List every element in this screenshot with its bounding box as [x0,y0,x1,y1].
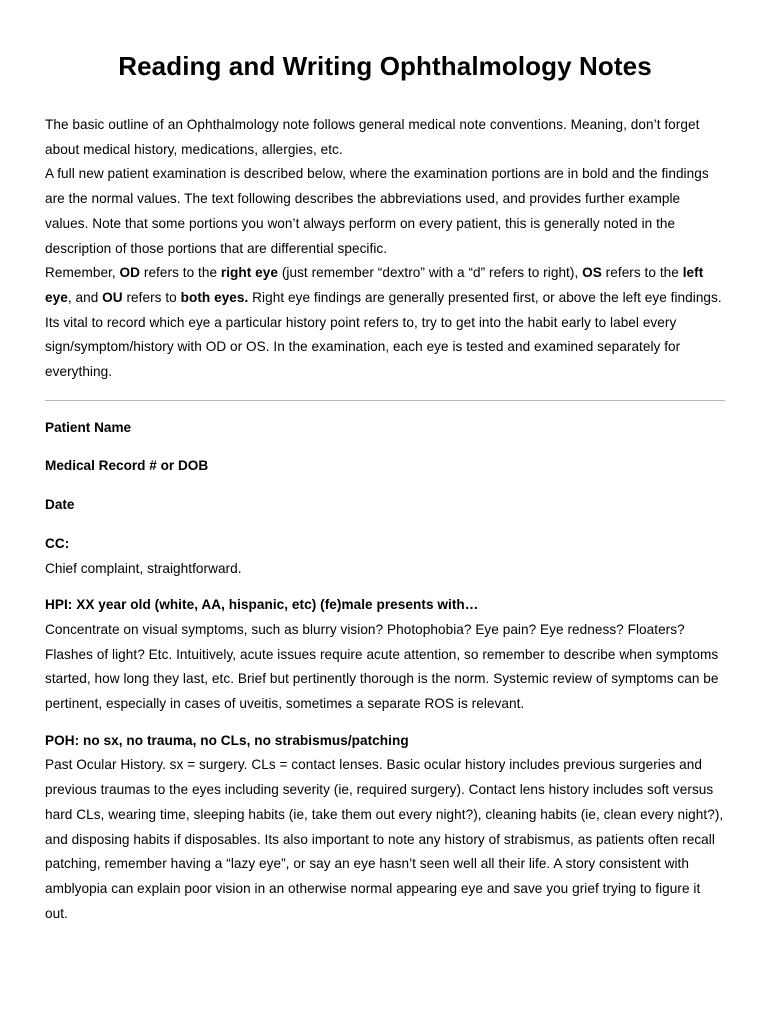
hpi-section [45,593,725,717]
page-title: Reading and Writing Ophthalmology Notes [118,51,652,81]
left-eye-term: left eye [45,265,704,305]
hpi-body: Concentrate on visual symptoms, such as blurry vision? Photophobia? Eye pain? Eye redness? Floaters? Flashes of light? Etc. Intuitively, acute issues require acute attention, so remember to describe when symptoms started, how long they last, etc. Brief but pertinently thorough is the norm. Systemic review of symptoms can be pertinent, especially in cases of uveitis, sometimes a separate ROS is relevant. [45,621,719,712]
od-term: OD [119,265,141,281]
document-page [45,44,725,938]
intro [45,113,725,385]
poh-heading: POH: no sx, no trauma, no CLs, no strabismus/patching [45,732,409,748]
both-eyes-term: both eyes. [180,289,249,305]
date-label: Date [45,497,75,513]
record-label: Medical Record # or DOB [45,458,209,474]
intro-text: Remember, [45,265,120,281]
date-field [45,493,725,518]
intro-text: (just remember “dextro” with a “d” refers to right), [278,265,583,281]
cc-body: Chief complaint, straightforward. [45,560,242,576]
intro-paragraph-3 [45,261,725,385]
cc-heading: CC: [45,535,70,551]
intro-text: Right eye findings are generally presented first, or above the left eye findings. Its vital to record which eye a particular history point refers to, try to get into the habit early to label every sign/symptom/history with OD or OS. In the examination, each eye is tested and examined separately for everything. [45,289,722,380]
poh-body: Past Ocular History. sx = surgery. CLs = contact lenses. Basic ocular history includes previous surgeries and previous traumas to the eyes including severity (ie, required surgery). Contact lens history includes soft versus hard CLs, wearing time, sleeping habits (ie, take them out every night?), cleaning habits (ie, clean every night?), and disposing habits if disposables. Its also important to note any history of strabismus, as patients often recall patching, remember having a “lazy eye”, or say an eye hasn’t seen well all their life. A story consistent with amblyopia can explain poor vision in an otherwise normal appearing eye and save you grief trying to figure it out. [45,757,724,921]
os-term: OS [582,265,602,281]
cc-section [45,532,725,581]
intro-text: refers to [122,289,181,305]
divider [45,400,725,401]
record-field [45,454,725,479]
intro-text: refers to the [601,265,683,281]
patient-name-label: Patient Name [45,419,132,435]
intro-paragraph-1: The basic outline of an Ophthalmology note follows general medical note conventions. Meaning, don’t forget about medical history, medications, allergies, etc. [45,117,700,157]
right-eye-term: right eye [220,265,278,281]
intro-text: refers to the [140,265,221,281]
poh-section [45,729,725,927]
hpi-heading: HPI: XX year old (white, AA, hispanic, etc) (fe)male presents with… [45,597,479,613]
intro-paragraph-2: A full new patient examination is described below, where the examination portions are in bold and the findings are the normal values. The text following describes the abbreviations used, and provides further example values. Note that some portions you won’t always perform on every patient, this is generally noted in the description of those portions that are differential specific. [45,166,709,256]
intro-text: , and [67,289,103,305]
patient-name-field [45,416,725,441]
ou-term: OU [102,289,123,305]
